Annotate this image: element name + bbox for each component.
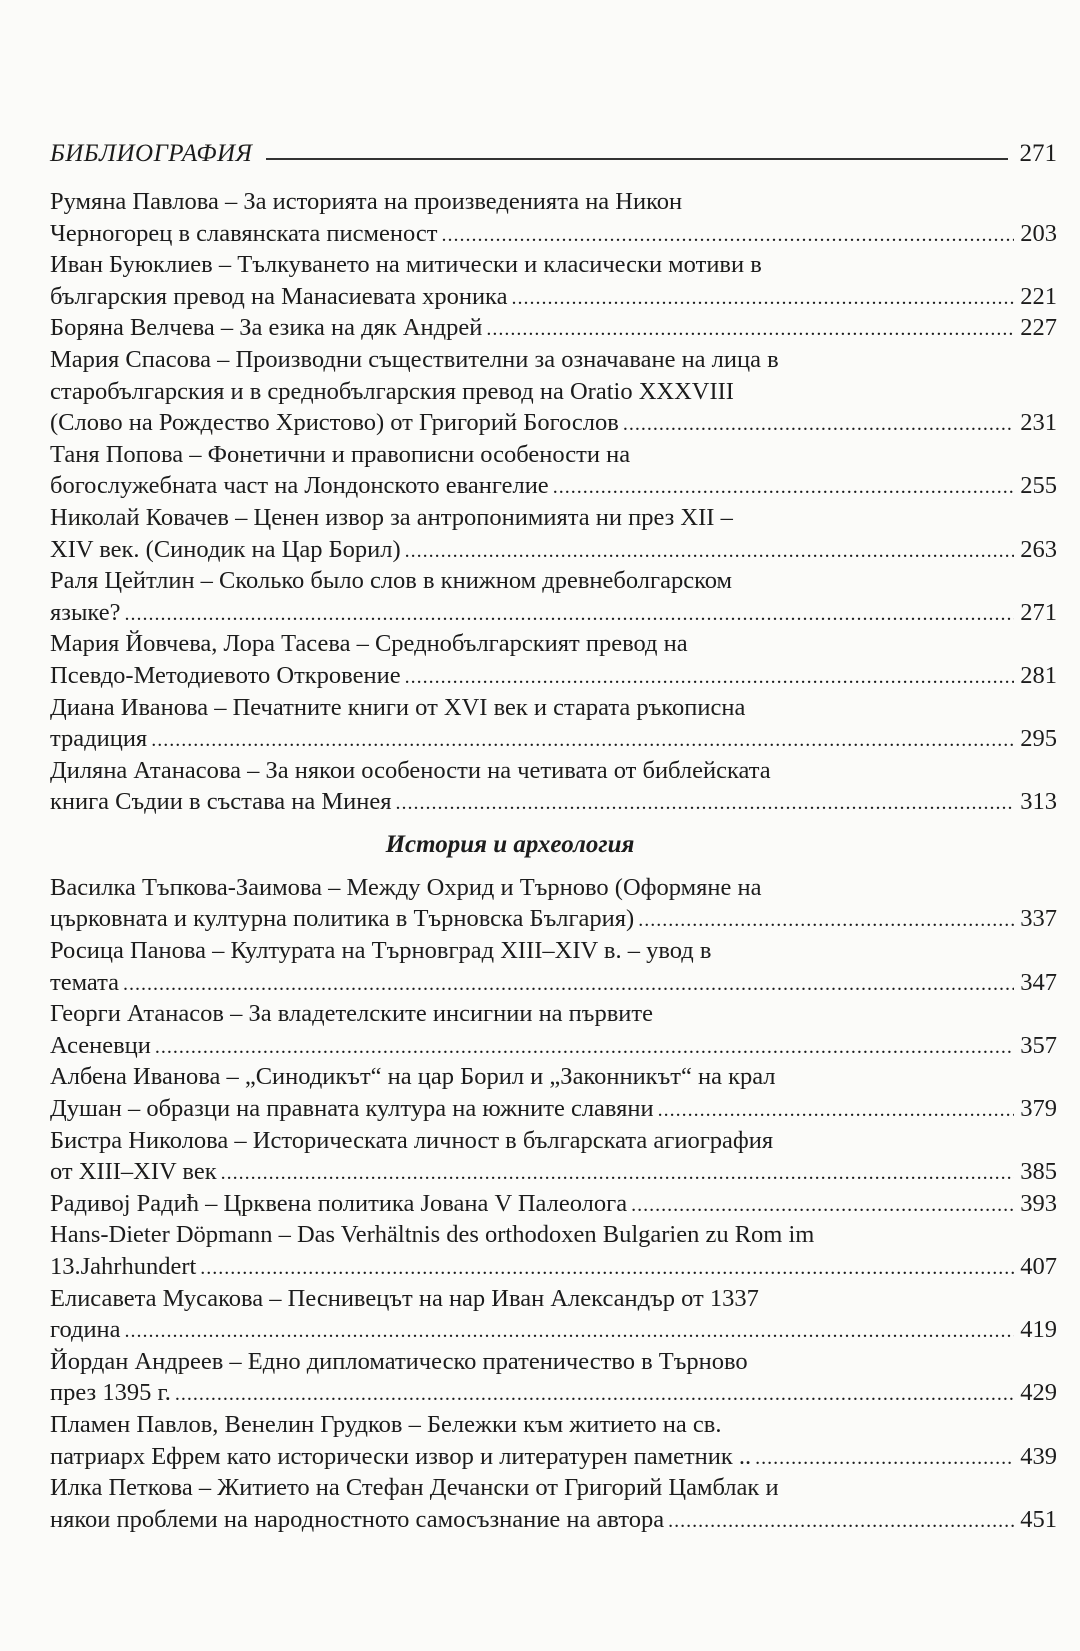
toc-entry-line: старобългарския и в среднобългарския превод на Oratio XXXVIII xyxy=(50,377,734,405)
toc-page-number: 295 xyxy=(1020,725,1057,753)
dot-leader xyxy=(175,1379,1014,1409)
toc-entry-text: книга Съдии в състава на Минея xyxy=(50,788,392,816)
toc-page-number: 263 xyxy=(1020,535,1057,563)
toc-page-number: 429 xyxy=(1020,1379,1057,1407)
toc-entry-final-line xyxy=(50,1314,1057,1346)
toc-entry xyxy=(50,872,1057,935)
toc-entry xyxy=(50,1188,1057,1220)
toc-page-number: 227 xyxy=(1020,314,1057,342)
dot-leader xyxy=(405,536,1015,566)
toc-entry-final-line xyxy=(50,723,1057,755)
toc-entry xyxy=(50,344,1057,439)
toc-entry-line: Илка Петкова – Житието на Стефан Дечански от Григорий Цамблак и xyxy=(50,1474,779,1502)
toc-entry xyxy=(50,565,1057,628)
toc-entry-line: Йордан Андреев – Едно дипломатическо пратеничество в Търново xyxy=(50,1347,748,1375)
toc-entry xyxy=(50,692,1057,755)
dot-leader xyxy=(638,905,1014,935)
dot-leader xyxy=(668,1506,1014,1536)
toc-entry-final-line xyxy=(50,534,1057,566)
toc-entry-text: традиция xyxy=(50,725,148,753)
toc-entry-line: Росица Панова – Културата на Търновград XIII–XIV в. – увод в xyxy=(50,937,712,965)
toc-entry xyxy=(50,1061,1057,1124)
toc-entry-final-line xyxy=(50,786,1057,818)
dot-leader xyxy=(755,1443,1014,1473)
toc-entry-text: патриарх Ефрем като исторически извор и литературен паметник .. xyxy=(50,1442,752,1470)
toc-entry-line: Албена Иванова – „Синодикът“ на цар Борил и „Законникът“ на крал xyxy=(50,1063,776,1091)
toc-entry xyxy=(50,439,1057,502)
toc-entry xyxy=(50,249,1057,312)
toc-entry-text: 13.Jahrhundert xyxy=(50,1253,197,1280)
toc-page-number: 281 xyxy=(1020,661,1057,689)
toc-entry xyxy=(50,1409,1057,1472)
toc-entry-text: някои проблеми на народностното самосъзнание на автора xyxy=(50,1505,665,1533)
toc-page-number: 379 xyxy=(1020,1095,1057,1123)
toc-entry-line: Диляна Атанасова – За някои особености на четивата от библейската xyxy=(50,756,771,784)
toc-entry-final-line xyxy=(50,470,1057,502)
toc-entry-final-line xyxy=(50,281,1057,313)
contents-group-2 xyxy=(50,872,1057,1535)
toc-entry-text: языке? xyxy=(50,598,121,626)
toc-page-number: 439 xyxy=(1020,1442,1057,1470)
toc-entry-line: Таня Попова – Фонетични и правописни особености на xyxy=(50,440,631,468)
toc-entry-final-line xyxy=(50,1377,1057,1409)
toc-entry-text: през 1395 г. xyxy=(50,1379,171,1407)
toc-entry-final-line xyxy=(50,660,1057,692)
dot-leader xyxy=(623,409,1014,439)
contents-group-1 xyxy=(50,186,1057,818)
toc-page-number: 313 xyxy=(1020,788,1057,816)
toc-entry-line: Hans-Dieter Döpmann – Das Verhältnis des orthodoxen Bulgarien zu Rom im xyxy=(50,1221,815,1249)
toc-entry-line: Елисавета Мусакова – Песнивецът на нар Иван Александър от 1337 xyxy=(50,1284,759,1312)
toc-page-number: 357 xyxy=(1020,1031,1057,1059)
toc-entry-text: Черногорец в славянската писменост xyxy=(50,219,438,247)
page-number: 271 xyxy=(1019,140,1057,167)
toc-entry-text: Душан – образци на правната култура на южните славяни xyxy=(50,1095,654,1123)
toc-entry xyxy=(50,755,1057,818)
toc-page-number: 337 xyxy=(1020,905,1057,933)
toc-entry xyxy=(50,1125,1057,1188)
dot-leader xyxy=(405,662,1015,692)
running-header xyxy=(50,128,1057,168)
toc-page-number: 393 xyxy=(1020,1189,1057,1217)
toc-entry xyxy=(50,998,1057,1061)
toc-entry xyxy=(50,1472,1057,1535)
toc-entry-line: Румяна Павлова – За историята на произведенията на Никон xyxy=(50,188,683,215)
toc-entry-final-line xyxy=(50,1251,1057,1283)
toc-entry xyxy=(50,186,1057,249)
toc-entry-final-line xyxy=(50,1188,1057,1220)
toc-page-number: 203 xyxy=(1020,219,1057,247)
toc-entry-text: темата xyxy=(50,968,120,996)
toc-entry xyxy=(50,312,1057,344)
toc-entry-line: Раля Цейтлин – Сколько было слов в книжном древнеболгарском xyxy=(50,567,733,595)
toc-entry-text: Асеневци xyxy=(50,1031,151,1059)
toc-entry xyxy=(50,1219,1057,1282)
dot-leader xyxy=(123,969,1014,999)
toc-entry-final-line xyxy=(50,1441,1057,1473)
toc-entry-final-line xyxy=(50,1093,1057,1125)
toc-page-number: 271 xyxy=(1020,598,1057,626)
toc-page-number: 407 xyxy=(1020,1253,1057,1280)
toc-page-number: 419 xyxy=(1020,1316,1057,1344)
section-title: История и археология xyxy=(385,830,635,858)
toc-entry-line: Василка Тъпкова-Заимова – Между Охрид и Търново (Оформяне на xyxy=(50,873,762,901)
dot-leader xyxy=(125,1316,1015,1346)
toc-entry-final-line xyxy=(50,312,1057,344)
dot-leader xyxy=(396,788,1015,818)
table-of-contents xyxy=(50,186,1057,1535)
dot-leader xyxy=(511,283,1014,313)
toc-entry-final-line xyxy=(50,1156,1057,1188)
toc-entry-text: Псевдо-Методиевото Откровение xyxy=(50,661,401,689)
header-rule xyxy=(266,158,1007,160)
dot-leader xyxy=(486,314,1014,344)
toc-entry-final-line xyxy=(50,967,1057,999)
toc-entry-final-line xyxy=(50,218,1057,250)
toc-entry-text: от XIII–XIV век xyxy=(50,1158,217,1186)
toc-entry xyxy=(50,1346,1057,1409)
toc-entry-text: църковната и културна политика в Търновска България) xyxy=(50,905,635,933)
toc-page-number: 347 xyxy=(1020,968,1057,996)
toc-entry-text: българския превод на Манасиевата хроника xyxy=(50,282,508,310)
toc-entry-final-line xyxy=(50,903,1057,935)
toc-entry-text: година xyxy=(50,1316,121,1344)
running-header-title: БИБЛИОГРАФИЯ xyxy=(50,140,253,167)
toc-page-number: 255 xyxy=(1020,472,1057,500)
toc-entry-final-line xyxy=(50,1030,1057,1062)
toc-entry-text: богослужебната част на Лондонското евангелие xyxy=(50,472,549,500)
toc-page-number: 231 xyxy=(1020,409,1057,437)
dot-leader xyxy=(441,220,1014,250)
dot-leader xyxy=(200,1253,1014,1283)
toc-entry xyxy=(50,628,1057,691)
dot-leader xyxy=(658,1095,1015,1125)
toc-entry-final-line xyxy=(50,407,1057,439)
toc-entry xyxy=(50,502,1057,565)
toc-entry-text: Боряна Велчева – За езика на дяк Андрей xyxy=(50,314,483,342)
toc-entry xyxy=(50,1283,1057,1346)
toc-entry-line: Мария Спасова – Производни съществителни за означаване на лица в xyxy=(50,345,779,373)
dot-leader xyxy=(221,1158,1015,1188)
dot-leader xyxy=(631,1190,1014,1220)
toc-entry-line: Мария Йовчева, Лора Тасева – Среднобългарският превод на xyxy=(50,630,688,658)
toc-entry-text: XIV век. (Синодик на Цар Борил) xyxy=(50,535,401,563)
dot-leader xyxy=(155,1032,1014,1062)
toc-entry-line: Пламен Павлов, Венелин Грудков – Бележки към житието на св. xyxy=(50,1410,722,1438)
toc-entry-line: Бистра Николова – Историческата личност в българската агиография xyxy=(50,1126,774,1154)
toc-page-number: 221 xyxy=(1020,282,1057,310)
dot-leader xyxy=(124,599,1014,629)
toc-entry-line: Николай Ковачев – Ценен извор за антропонимията ни през XII – xyxy=(50,503,733,531)
toc-entry-final-line xyxy=(50,1504,1057,1536)
toc-page-number: 385 xyxy=(1020,1158,1057,1186)
toc-entry-line: Иван Буюклиев – Тълкуването на митически и класически мотиви в xyxy=(50,251,762,279)
toc-entry-final-line xyxy=(50,597,1057,629)
dot-leader xyxy=(553,472,1015,502)
toc-entry-text: Радивоj Радић – Црквена политика Јована V Палеолога xyxy=(50,1189,628,1217)
toc-entry-line: Диана Иванова – Печатните книги от XVI век и старата ръкописна xyxy=(50,693,746,721)
toc-page-number: 451 xyxy=(1020,1505,1057,1533)
toc-entry-text: (Слово на Рождество Христово) от Григорий Богослов xyxy=(50,409,619,437)
dot-leader xyxy=(151,725,1014,755)
toc-entry xyxy=(50,935,1057,998)
toc-entry-line: Георги Атанасов – За владетелските инсигнии на първите xyxy=(50,1000,653,1028)
